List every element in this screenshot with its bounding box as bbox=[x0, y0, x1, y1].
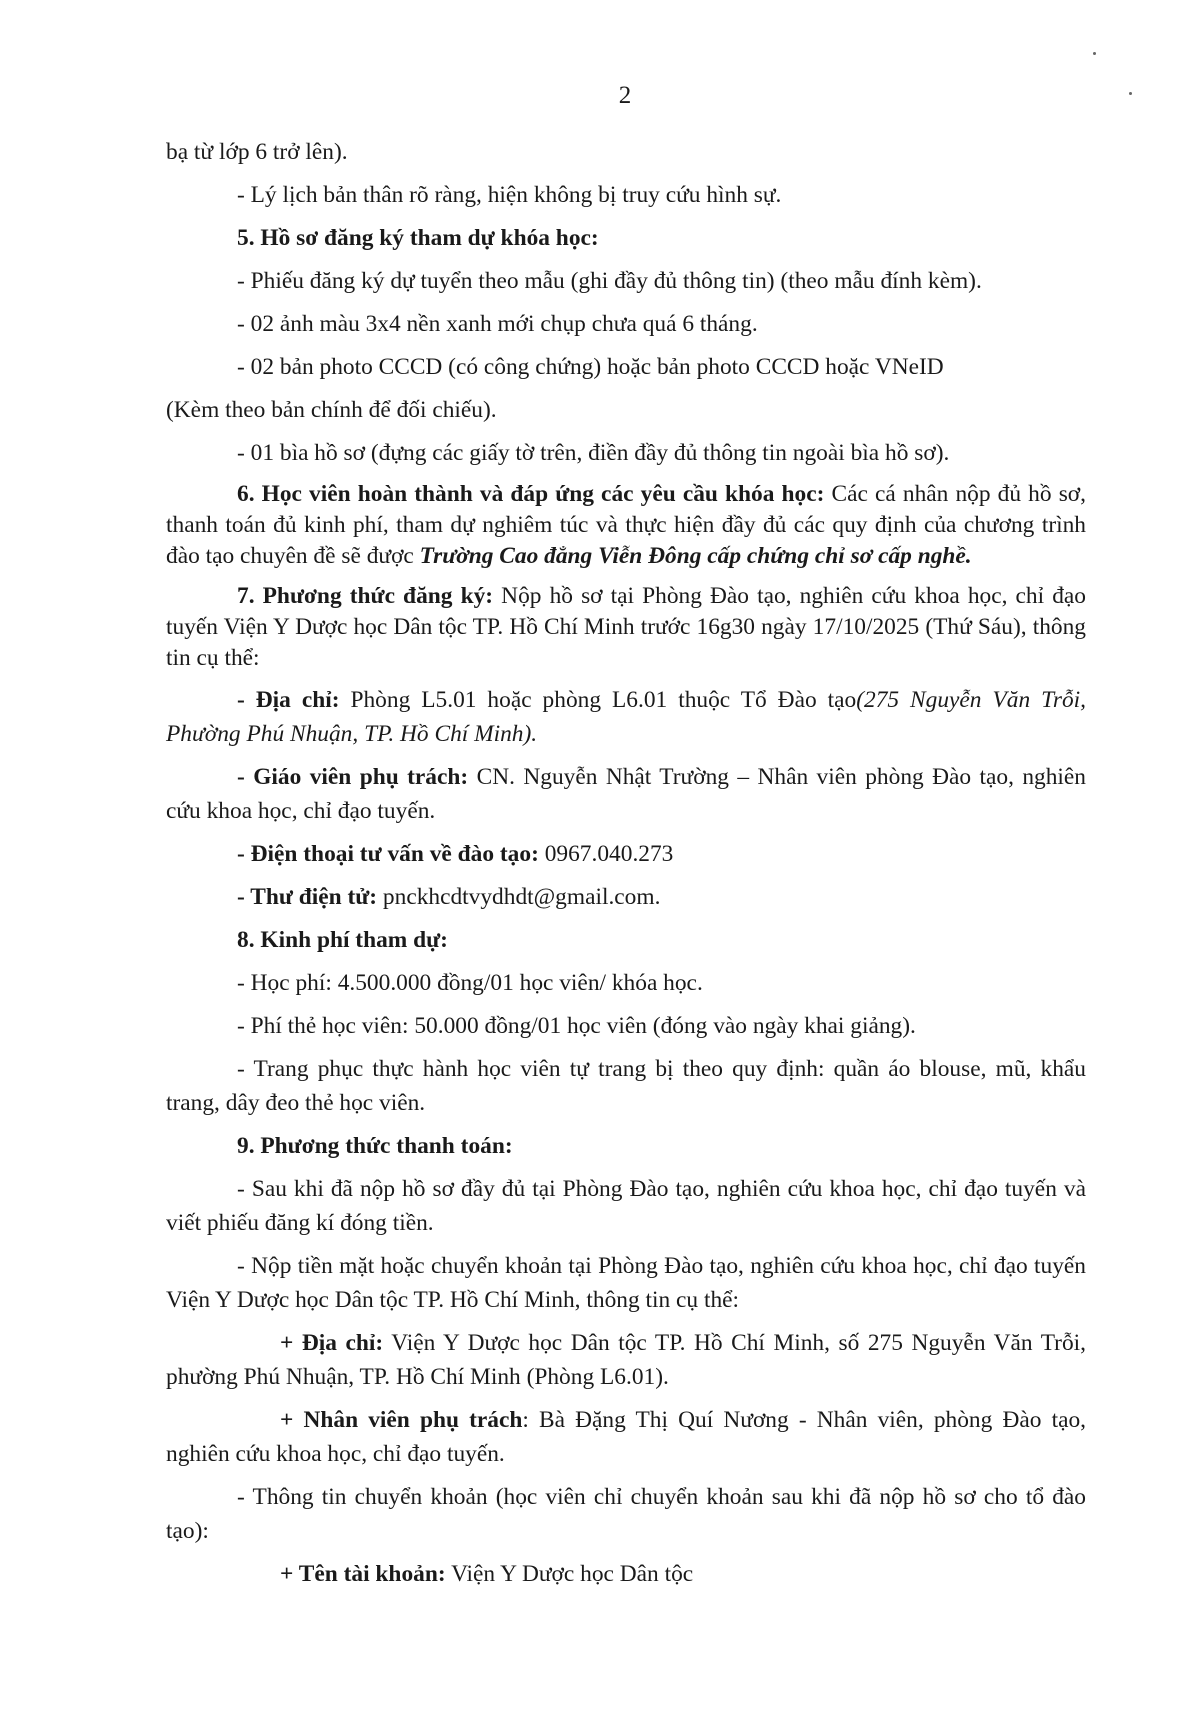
list-item: - 02 bản photo CCCD (có công chứng) hoặc bản photo CCCD hoặc VNeID bbox=[237, 354, 944, 380]
list-item: - Học phí: 4.500.000 đồng/01 học viên/ khóa học. bbox=[237, 970, 703, 996]
teacher-text: CN. Nguyễn Nhật Trường – Nhân viên phòng Đào tạo, nghiên cứu khoa học, chỉ đạo tuyến. bbox=[166, 764, 1087, 824]
account-line bbox=[166, 1557, 1086, 1591]
list-item: - Phí thẻ học viên: 50.000 đồng/01 học viên (đóng vào ngày khai giảng). bbox=[237, 1013, 916, 1039]
section-7-text: Nộp hồ sơ tại Phòng Đào tạo, nghiên cứu khoa học, chỉ đạo tuyến Viện Y Dược học Dân tộc TP. Hồ Chí Minh trước 16g30 ngày 17/10/2025 (Thứ Sáu), thông tin cụ thể: bbox=[166, 583, 1086, 671]
scan-speck bbox=[1129, 92, 1132, 95]
page-number: 2 bbox=[618, 82, 632, 109]
section-8-heading: 8. Kinh phí tham dự: bbox=[237, 927, 448, 953]
list-item: - Thông tin chuyển khoản (học viên chỉ chuyển khoản sau khi đã nộp hồ sơ cho tổ đào tạo): bbox=[166, 1484, 1086, 1544]
list-item: - 02 ảnh màu 3x4 nền xanh mới chụp chưa quá 6 tháng. bbox=[237, 311, 758, 337]
teacher-line bbox=[166, 760, 1086, 828]
list-item: - Trang phục thực hành học viên tự trang bị theo quy định: quần áo blouse, mũ, khẩu trang, dây đeo thẻ học viên. bbox=[166, 1056, 1086, 1116]
address-text: Phòng L5.01 hoặc phòng L6.01 thuộc Tổ Đào tạo bbox=[339, 687, 857, 713]
section-5-heading: 5. Hồ sơ đăng ký tham dự khóa học: bbox=[237, 225, 599, 251]
section-6-heading: 6. Học viên hoàn thành và đáp ứng các yêu cầu khóa học: bbox=[237, 481, 825, 507]
scan-speck bbox=[1093, 52, 1096, 55]
staff-label: + Nhân viên phụ trách bbox=[280, 1407, 523, 1433]
staff-text: : Bà Đặng Thị Quí Nương - Nhân viên, phòng Đào tạo, nghiên cứu khoa học, chỉ đạo tuyến. bbox=[166, 1407, 1086, 1467]
section-7-paragraph bbox=[166, 581, 1086, 674]
email-line bbox=[166, 880, 1086, 914]
staff-line bbox=[166, 1403, 1086, 1471]
list-item: - 01 bìa hồ sơ (đựng các giấy tờ trên, điền đầy đủ thông tin ngoài bìa hồ sơ). bbox=[237, 440, 950, 466]
email-label: - Thư điện tử: bbox=[237, 884, 378, 910]
section-heading bbox=[166, 923, 1086, 957]
email-value: pnckhcdtvydhdt@gmail.com. bbox=[377, 884, 661, 910]
section-6-paragraph bbox=[166, 479, 1086, 572]
payment-address-text: Viện Y Dược học Dân tộc TP. Hồ Chí Minh, số 275 Nguyễn Văn Trỗi, phường Phú Nhuận, TP. Hồ Chí Minh (Phòng L6.01). bbox=[166, 1330, 1086, 1390]
list-item: - Sau khi đã nộp hồ sơ đầy đủ tại Phòng Đào tạo, nghiên cứu khoa học, chỉ đạo tuyến và viết phiếu đăng kí đóng tiền. bbox=[166, 1176, 1086, 1236]
list-item-continuation: (Kèm theo bản chính để đối chiếu). bbox=[166, 397, 497, 423]
phone-line bbox=[166, 837, 1086, 871]
payment-address-label: + Địa chỉ: bbox=[280, 1330, 384, 1356]
section-6-emphasis: Trường Cao đẳng Viễn Đông cấp chứng chỉ sơ cấp nghề. bbox=[419, 543, 972, 569]
teacher-label: - Giáo viên phụ trách: bbox=[237, 764, 469, 790]
payment-address-line bbox=[166, 1326, 1086, 1394]
section-6-text: Các cá nhân nộp đủ hồ sơ, thanh toán đủ kinh phí, tham dự nghiêm túc và thực hiện đầy đủ các quy định của chương trình đào tạo chuyên đề sẽ được bbox=[166, 481, 1087, 569]
section-7-heading: 7. Phương thức đăng ký: bbox=[237, 583, 494, 609]
address-line bbox=[166, 683, 1086, 751]
section-heading bbox=[166, 1129, 1086, 1163]
phone-value: 0967.040.273 bbox=[538, 841, 674, 867]
address-label: - Địa chỉ: bbox=[237, 687, 340, 713]
document-body bbox=[166, 135, 1086, 1591]
section-9-heading: 9. Phương thức thanh toán: bbox=[237, 1133, 513, 1159]
paragraph: bạ từ lớp 6 trở lên). bbox=[166, 139, 348, 165]
phone-label: - Điện thoại tư vấn về đào tạo: bbox=[237, 841, 539, 867]
paragraph: - Lý lịch bản thân rõ ràng, hiện không bị truy cứu hình sự. bbox=[237, 182, 782, 208]
address-emphasis: (275 Nguyễn Văn Trỗi, Phường Phú Nhuận, TP. Hồ Chí Minh). bbox=[166, 687, 1086, 747]
account-value: Viện Y Dược học Dân tộc bbox=[445, 1561, 694, 1587]
account-label: + Tên tài khoản: bbox=[280, 1561, 446, 1587]
section-heading bbox=[166, 221, 1086, 255]
list-item: - Nộp tiền mặt hoặc chuyển khoản tại Phòng Đào tạo, nghiên cứu khoa học, chỉ đạo tuyến Viện Y Dược học Dân tộc TP. Hồ Chí Minh, thông tin cụ thể: bbox=[166, 1253, 1086, 1313]
list-item: - Phiếu đăng ký dự tuyển theo mẫu (ghi đầy đủ thông tin) (theo mẫu đính kèm). bbox=[237, 268, 982, 294]
